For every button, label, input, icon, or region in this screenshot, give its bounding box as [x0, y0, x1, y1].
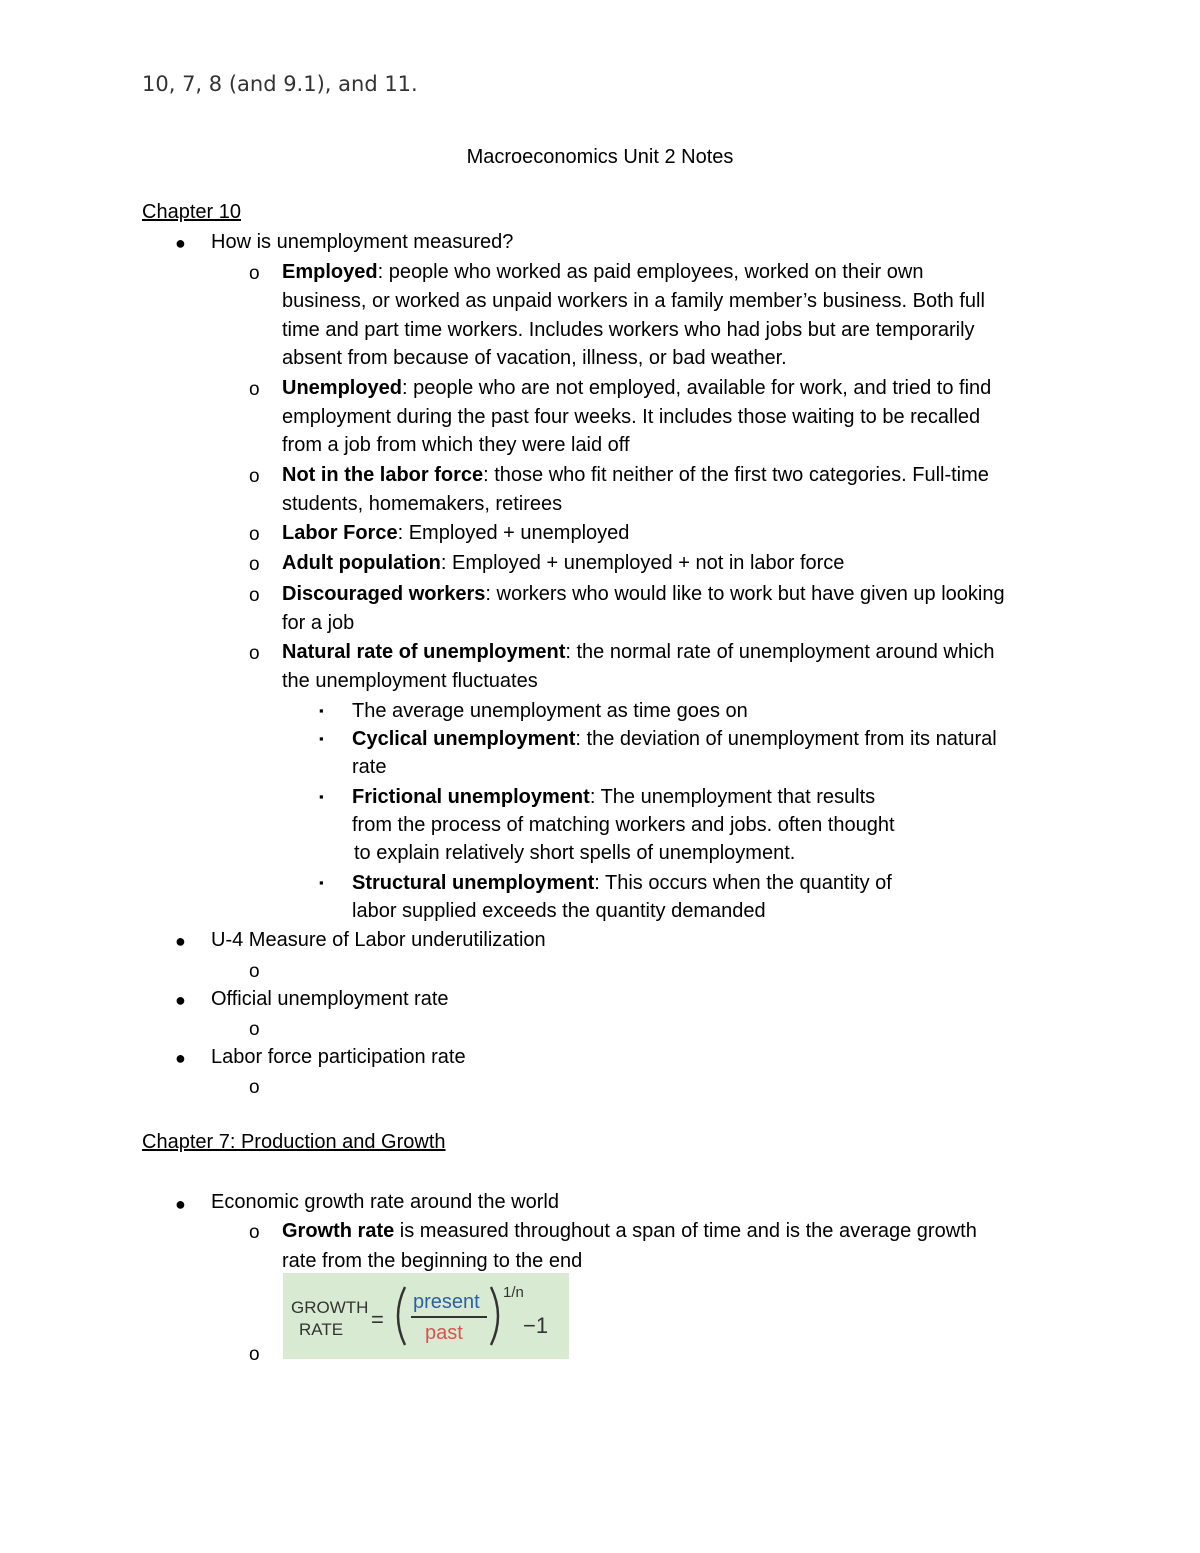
sub-bullet-icon: o [249, 961, 260, 982]
u4-measure-item: U-4 Measure of Labor underutilization [211, 929, 546, 951]
employed-line-4: absent from because of vacation, illness, or bad weather. [282, 347, 787, 369]
growth-rate-def: Growth rate is measured throughout a span of time and is the average growth [282, 1220, 977, 1242]
frictional-def: Frictional unemployment: The unemployment that results [352, 786, 876, 808]
structural-line-2: labor supplied exceeds the quantity demanded [352, 900, 766, 922]
right-paren-icon [491, 1287, 498, 1345]
adult-population-def: Adult population: Employed + unemployed + not in labor force [282, 552, 845, 574]
participation-rate-item: Labor force participation rate [211, 1046, 466, 1068]
natural-rate-line-2: the unemployment fluctuates [282, 670, 538, 692]
formula-rate-label: RATE [299, 1320, 344, 1339]
discouraged-def: Discouraged workers: workers who would like to work but have given up looking [282, 583, 1005, 605]
frictional-line-3: to explain relatively short spells of unemployment. [354, 842, 796, 864]
unemployed-line-2: employment during the past four weeks. It includes those waiting to be recalled [282, 406, 981, 428]
cyclical-line-2: rate [352, 756, 387, 778]
bullet-icon: ● [175, 1194, 186, 1214]
sub-bullet-icon: o [249, 643, 260, 664]
q-unemployment-measured: How is unemployment measured? [211, 231, 514, 253]
labor-force-def: Labor Force: Employed + unemployed [282, 522, 630, 544]
sub-bullet-icon: o [249, 524, 260, 545]
employed-line-2: business, or worked as unpaid workers in a family member’s business. Both full [282, 290, 985, 312]
term-employed: Employed [282, 261, 378, 283]
formula-minus-one: −1 [523, 1313, 549, 1338]
chapter-list-line: 10, 7, 8 (and 9.1), and 11. [142, 72, 418, 96]
sub-bullet-icon: o [249, 1019, 260, 1040]
economic-growth-item: Economic growth rate around the world [211, 1191, 559, 1213]
discouraged-line-2: for a job [282, 612, 355, 634]
term-not-in-labor-force: Not in the labor force [282, 464, 484, 486]
term-adult-population: Adult population [282, 552, 441, 574]
bullet-icon: ● [175, 990, 186, 1010]
sub-bullet-icon: o [249, 585, 260, 606]
structural-def: Structural unemployment: This occurs when the quantity of [352, 872, 892, 894]
square-bullet-icon: ▪ [319, 731, 324, 746]
term-unemployed: Unemployed [282, 377, 403, 399]
term-labor-force: Labor Force [282, 522, 398, 544]
term-structural: Structural unemployment [352, 872, 595, 894]
formula-numerator: present [413, 1291, 480, 1313]
not-in-labor-force-line-2: students, homemakers, retirees [282, 493, 563, 515]
formula-equals: = [371, 1307, 384, 1332]
sub-bullet-icon: o [249, 379, 260, 400]
formula-exponent: 1/n [503, 1284, 524, 1301]
employed-line-3: time and part time workers. Includes workers who had jobs but are temporarily [282, 319, 975, 341]
sub-bullet-icon: o [249, 1344, 260, 1365]
term-growth-rate: Growth rate [282, 1220, 395, 1242]
sub-bullet-icon: o [249, 554, 260, 575]
bullet-icon: ● [175, 931, 186, 951]
formula-graphic [283, 1273, 569, 1359]
growth-rate-line-2: rate from the beginning to the end [282, 1250, 583, 1272]
growth-rate-formula-image [283, 1273, 569, 1359]
sub-bullet-icon: o [249, 1077, 260, 1098]
employed-def: Employed: people who worked as paid employees, worked on their own [282, 261, 924, 283]
square-bullet-icon: ▪ [319, 875, 324, 890]
bullet-icon: ● [175, 233, 186, 253]
chapter-10-heading: Chapter 10 [142, 201, 241, 223]
term-natural-rate: Natural rate of unemployment [282, 641, 566, 663]
cyclical-def: Cyclical unemployment: the deviation of unemployment from its natural [352, 728, 997, 750]
formula-growth-label: GROWTH [291, 1298, 369, 1317]
frictional-line-2: from the process of matching workers and jobs. often thought [352, 814, 895, 836]
sub-bullet-icon: o [249, 1222, 260, 1243]
official-rate-item: Official unemployment rate [211, 988, 449, 1010]
natural-rate-def: Natural rate of unemployment: the normal rate of unemployment around which [282, 641, 995, 663]
term-frictional: Frictional unemployment [352, 786, 590, 808]
page-title: Macroeconomics Unit 2 Notes [466, 146, 734, 168]
sub-bullet-icon: o [249, 263, 260, 284]
square-bullet-icon: ▪ [319, 703, 324, 718]
unemployed-line-3: from a job from which they were laid off [282, 434, 630, 456]
term-cyclical: Cyclical unemployment [352, 728, 576, 750]
sub-bullet-icon: o [249, 466, 260, 487]
not-in-labor-force-def: Not in the labor force: those who fit neither of the first two categories. Full-time [282, 464, 989, 486]
formula-denominator: past [425, 1322, 463, 1344]
term-discouraged-workers: Discouraged workers [282, 583, 486, 605]
bullet-icon: ● [175, 1048, 186, 1068]
chapter-7-heading: Chapter 7: Production and Growth [142, 1131, 446, 1153]
left-paren-icon [398, 1287, 405, 1345]
average-unemployment-item: The average unemployment as time goes on [352, 700, 748, 722]
unemployed-def: Unemployed: people who are not employed, available for work, and tried to find [282, 377, 992, 399]
square-bullet-icon: ▪ [319, 789, 324, 804]
